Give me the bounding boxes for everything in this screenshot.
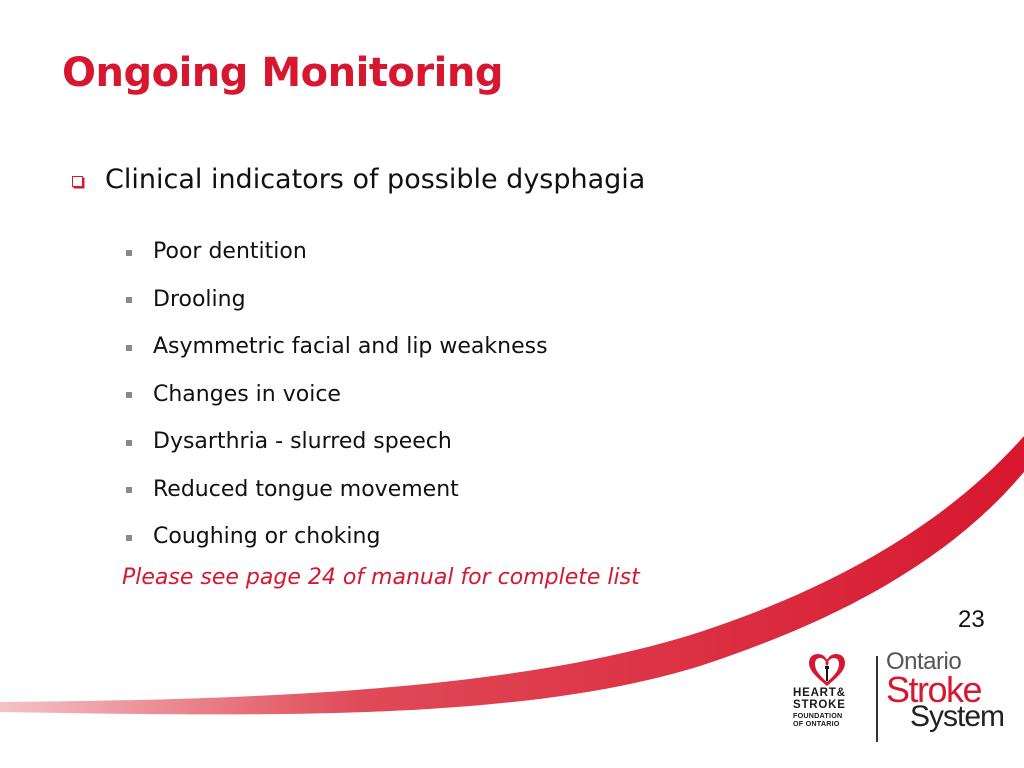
list-item-text: Drooling [153,286,246,312]
list-item-text: Coughing or choking [153,524,381,550]
heading-row [72,164,645,195]
square-bullet-icon [126,297,132,303]
page-title: Ongoing Monitoring [62,50,503,96]
list-item-text: Poor dentition [153,239,307,265]
square-bullet-icon [126,392,132,398]
hollow-square-bullet-icon [72,176,83,187]
oss-logo-system: System [910,700,1005,733]
list-item [126,371,548,419]
square-bullet-icon [126,250,132,256]
list-item [126,323,548,371]
square-bullet-icon [126,345,132,351]
heart-and-stroke-logo [793,652,861,727]
list-item-text: Changes in voice [153,381,341,407]
square-bullet-icon [126,487,132,493]
list-item [126,466,548,514]
hsf-logo-line: OF ONTARIO [793,719,840,729]
square-bullet-icon [126,535,132,541]
heart-torch-icon [807,652,847,688]
list-item [126,276,548,324]
hsf-logo-line: STROKE [793,698,846,711]
hsf-logo-line: HEART& [793,687,846,699]
square-bullet-icon [126,440,132,446]
ontario-stroke-system-logo [886,650,1004,732]
manual-reference-note: Please see page 24 of manual for complete list [122,565,640,590]
list-item [126,228,548,276]
list-item-text: Asymmetric facial and lip weakness [153,334,548,360]
page-number: 23 [958,606,985,633]
indicator-list [126,228,548,561]
list-item [126,513,548,561]
oss-logo-ontario: Ontario [886,648,962,675]
logo-divider [876,656,878,742]
oss-logo-stroke: Stroke [886,669,982,710]
list-item-text: Reduced tongue movement [153,476,459,502]
list-item-text: Dysarthria - slurred speech [153,429,452,455]
list-item [126,418,548,466]
section-heading: Clinical indicators of possible dysphagia [105,164,646,195]
hsf-logo-line: FOUNDATION [793,711,843,720]
